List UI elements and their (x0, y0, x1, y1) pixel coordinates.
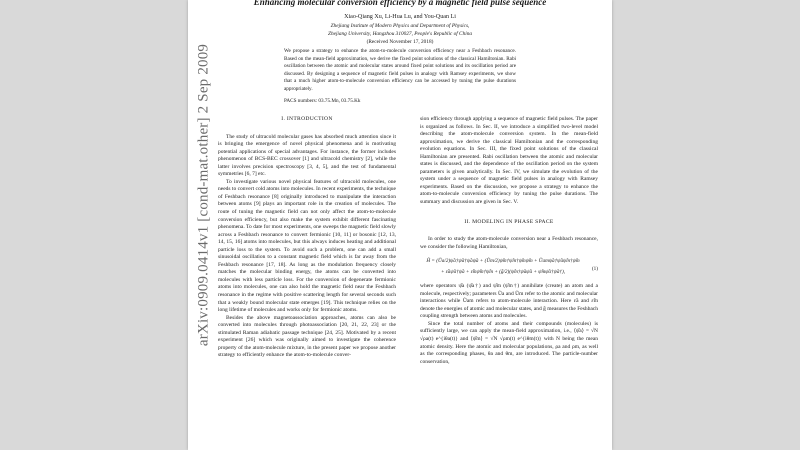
paper-title: Enhancing molecular conversion efficiency by a magnetic field pulse sequence (253, 0, 547, 7)
equation-number: (1) (591, 266, 598, 273)
equation-line-2: + ε̃aψ̂a†ψ̂a + ε̃mψ̂m†ψ̂m + (g̃/2)(ψ̂m†ψ̂aψ̂a + ψ̂mψ̂a†ψ̂a†), (440, 269, 566, 276)
paragraph: where operators ψ̂a (ψ̂a†) and ψ̂m (ψ̂m†) annihilate (create) an atom and a molecule, respectively; parameters Ũa and Ũm refer to the atomic and molecular interactions while Ũam refers to atom-molecule interaction. Here ε̃a and ε̃m denote the energies of atomic and molecular states, and g̃ measures the Feshbach coupling strength between atoms and molecules. (420, 283, 598, 320)
affiliation-line-1: Zhejiang Institute of Modern Physics and Department of Physics, (330, 23, 470, 29)
hamiltonian-equation (420, 256, 598, 278)
pacs-numbers: PACS numbers: 03.75.Mn, 03.75.Kk (284, 98, 361, 104)
authors: Xiao-Qiang Xu, Li-Hua Lu, and You-Quan Li (344, 14, 456, 20)
paragraph: The study of ultracold molecular gases has absorbed much attention since it is bringing the emergence of novel physical phenomena and is motivating potential applications of special advantages. For instance, the former includes phenomenon of BCS-BEC crossover [1] and ultracold chemistry [2], while the latter involves precision spectroscopy [3, 4, 5], and the test of fundamental symmetries [6, 7] etc. (218, 133, 396, 178)
abstract: We propose a strategy to enhance the atom-to-molecule conversion efficiency near a Feshbach resonance. Based on the mean-field approximation, we derive the fixed point solutions of the classical Hamiltonian. Rabi oscillation between the atomic and molecular states around fixed point solutions and its oscillation period are discussed. By designing a sequence of magnetic field pulses in analogy with Ramsey experiments, we show that a much higher atom-to-molecule conversion efficiency can be accessed by tuning the pulse durations appropriately. (284, 48, 516, 92)
arxiv-identifier (193, 40, 215, 350)
right-column (420, 116, 598, 366)
equation-line-1: Ĥ = (Ũa/2)ψ̂a†ψ̂a†ψ̂aψ̂a + (Ũm/2)ψ̂m†ψ̂m†ψ̂mψ̂m + Ũamψ̂a†ψ̂aψ̂m†ψ̂m (426, 258, 580, 265)
paper-page (188, 0, 612, 450)
paragraph: To investigate various novel physical features of ultracold molecules, one needs to convert cold atoms into molecules. In recent experiments, the technique of Feshbach resonance [8] originally introduced to manipulate the interaction between atoms [9] plays an important role in the creation of molecules. The route of tuning the magnetic field can not only affect the atom-to-molecule conversion efficiency, but also make the system exhibit different fascinating phenomena. To date for most experiments, one sweeps the magnetic field slowly across a Feshbach resonance to convert fermionic [10, 11] or bosonic [12, 13, 14, 15, 16] atoms into molecules, but this always induces heating and additional particle loss to the system. To avoid such a problem, one can add a small sinusoidal oscillation to a constant magnetic field which is far away from the Feshbach resonance [17, 18]. As long as the modulation frequency closely matches the molecular binding energy, the atoms can be converted into molecules with less particle loss. For the conversion of degenerate fermionic atoms into molecules, one can also hold the magnetic field near the Feshbach resonance in the regime with positive scattering length for several seconds such that a weakly bound molecular state emerges [19]. This technique relies on the long lifetime of molecules and works only for fermionic atoms. (218, 178, 396, 314)
affiliation-line-2: Zhejiang University, Hangzhou 310027, People's Republic of China (328, 30, 472, 37)
left-column (218, 116, 396, 360)
arxiv-identifier-text: arXiv:0909.0414v1 [cond-mat.other] 2 Sep 2009 (195, 43, 212, 347)
paragraph: Besides the above magnetoassociation approaches, atoms can also be converted into molecules through photoassociation [20, 21, 22, 23] or the stimulated Raman adiabatic passage technique [24, 25]. Motivated by a recent experiment [26] which was originally aimed to investigate the coherence property of the atom-molecule mixture, in the present paper we propose another strategy to efficiently enhance the atom-to-molecule conver- (218, 314, 396, 359)
received-date: (Received November 17, 2018) (366, 38, 434, 45)
section-heading-introduction: I. INTRODUCTION (281, 116, 333, 122)
paragraph: In order to study the atom-molecule conversion near a Feshbach resonance, we consider the following Hamiltonian, (420, 236, 598, 250)
paragraph-continued: sion efficiency through applying a sequence of magnetic field pulses. The paper is organized as follows. In Sec. II, we introduce a simplified two-level model describing the atom-molecule conversion system. In the mean-field approximation, we derive the classical Hamiltonian and the corresponding evolution equations. In Sec. III, the fixed point solutions of the classical Hamiltonian are presented. Rabi oscillation between the atomic and molecular states is discussed, and the dependence of the oscillation period on the system parameters is given analytically. In Sec. IV, we simulate the evolution of the system under a sequence of magnetic field pulses in analogy with Ramsey experiments. Based on the discussion, we propose a strategy to enhance the atom-to-molecule conversion efficiency by tuning the pulse durations. The summary and discussion are given in Sec. V. (420, 116, 598, 206)
paragraph: Since the total number of atoms and their compounds (molecules) is sufficiently large, we can apply the mean-field approximation, i.e., ⟨ψ̂a⟩ = √N √ρa(t) e^{iθa(t)} and ⟨ψ̂m⟩ = √N √ρm(t) e^{iθm(t)} with N being the mean atomic density. Here the atomic and molecular populations, ρa and ρm, as well as the corresponding phases, θa and θm, are introduced. The particle-number conservation, (420, 320, 598, 365)
section-heading-modeling: II. MODELING IN PHASE SPACE (464, 218, 554, 225)
